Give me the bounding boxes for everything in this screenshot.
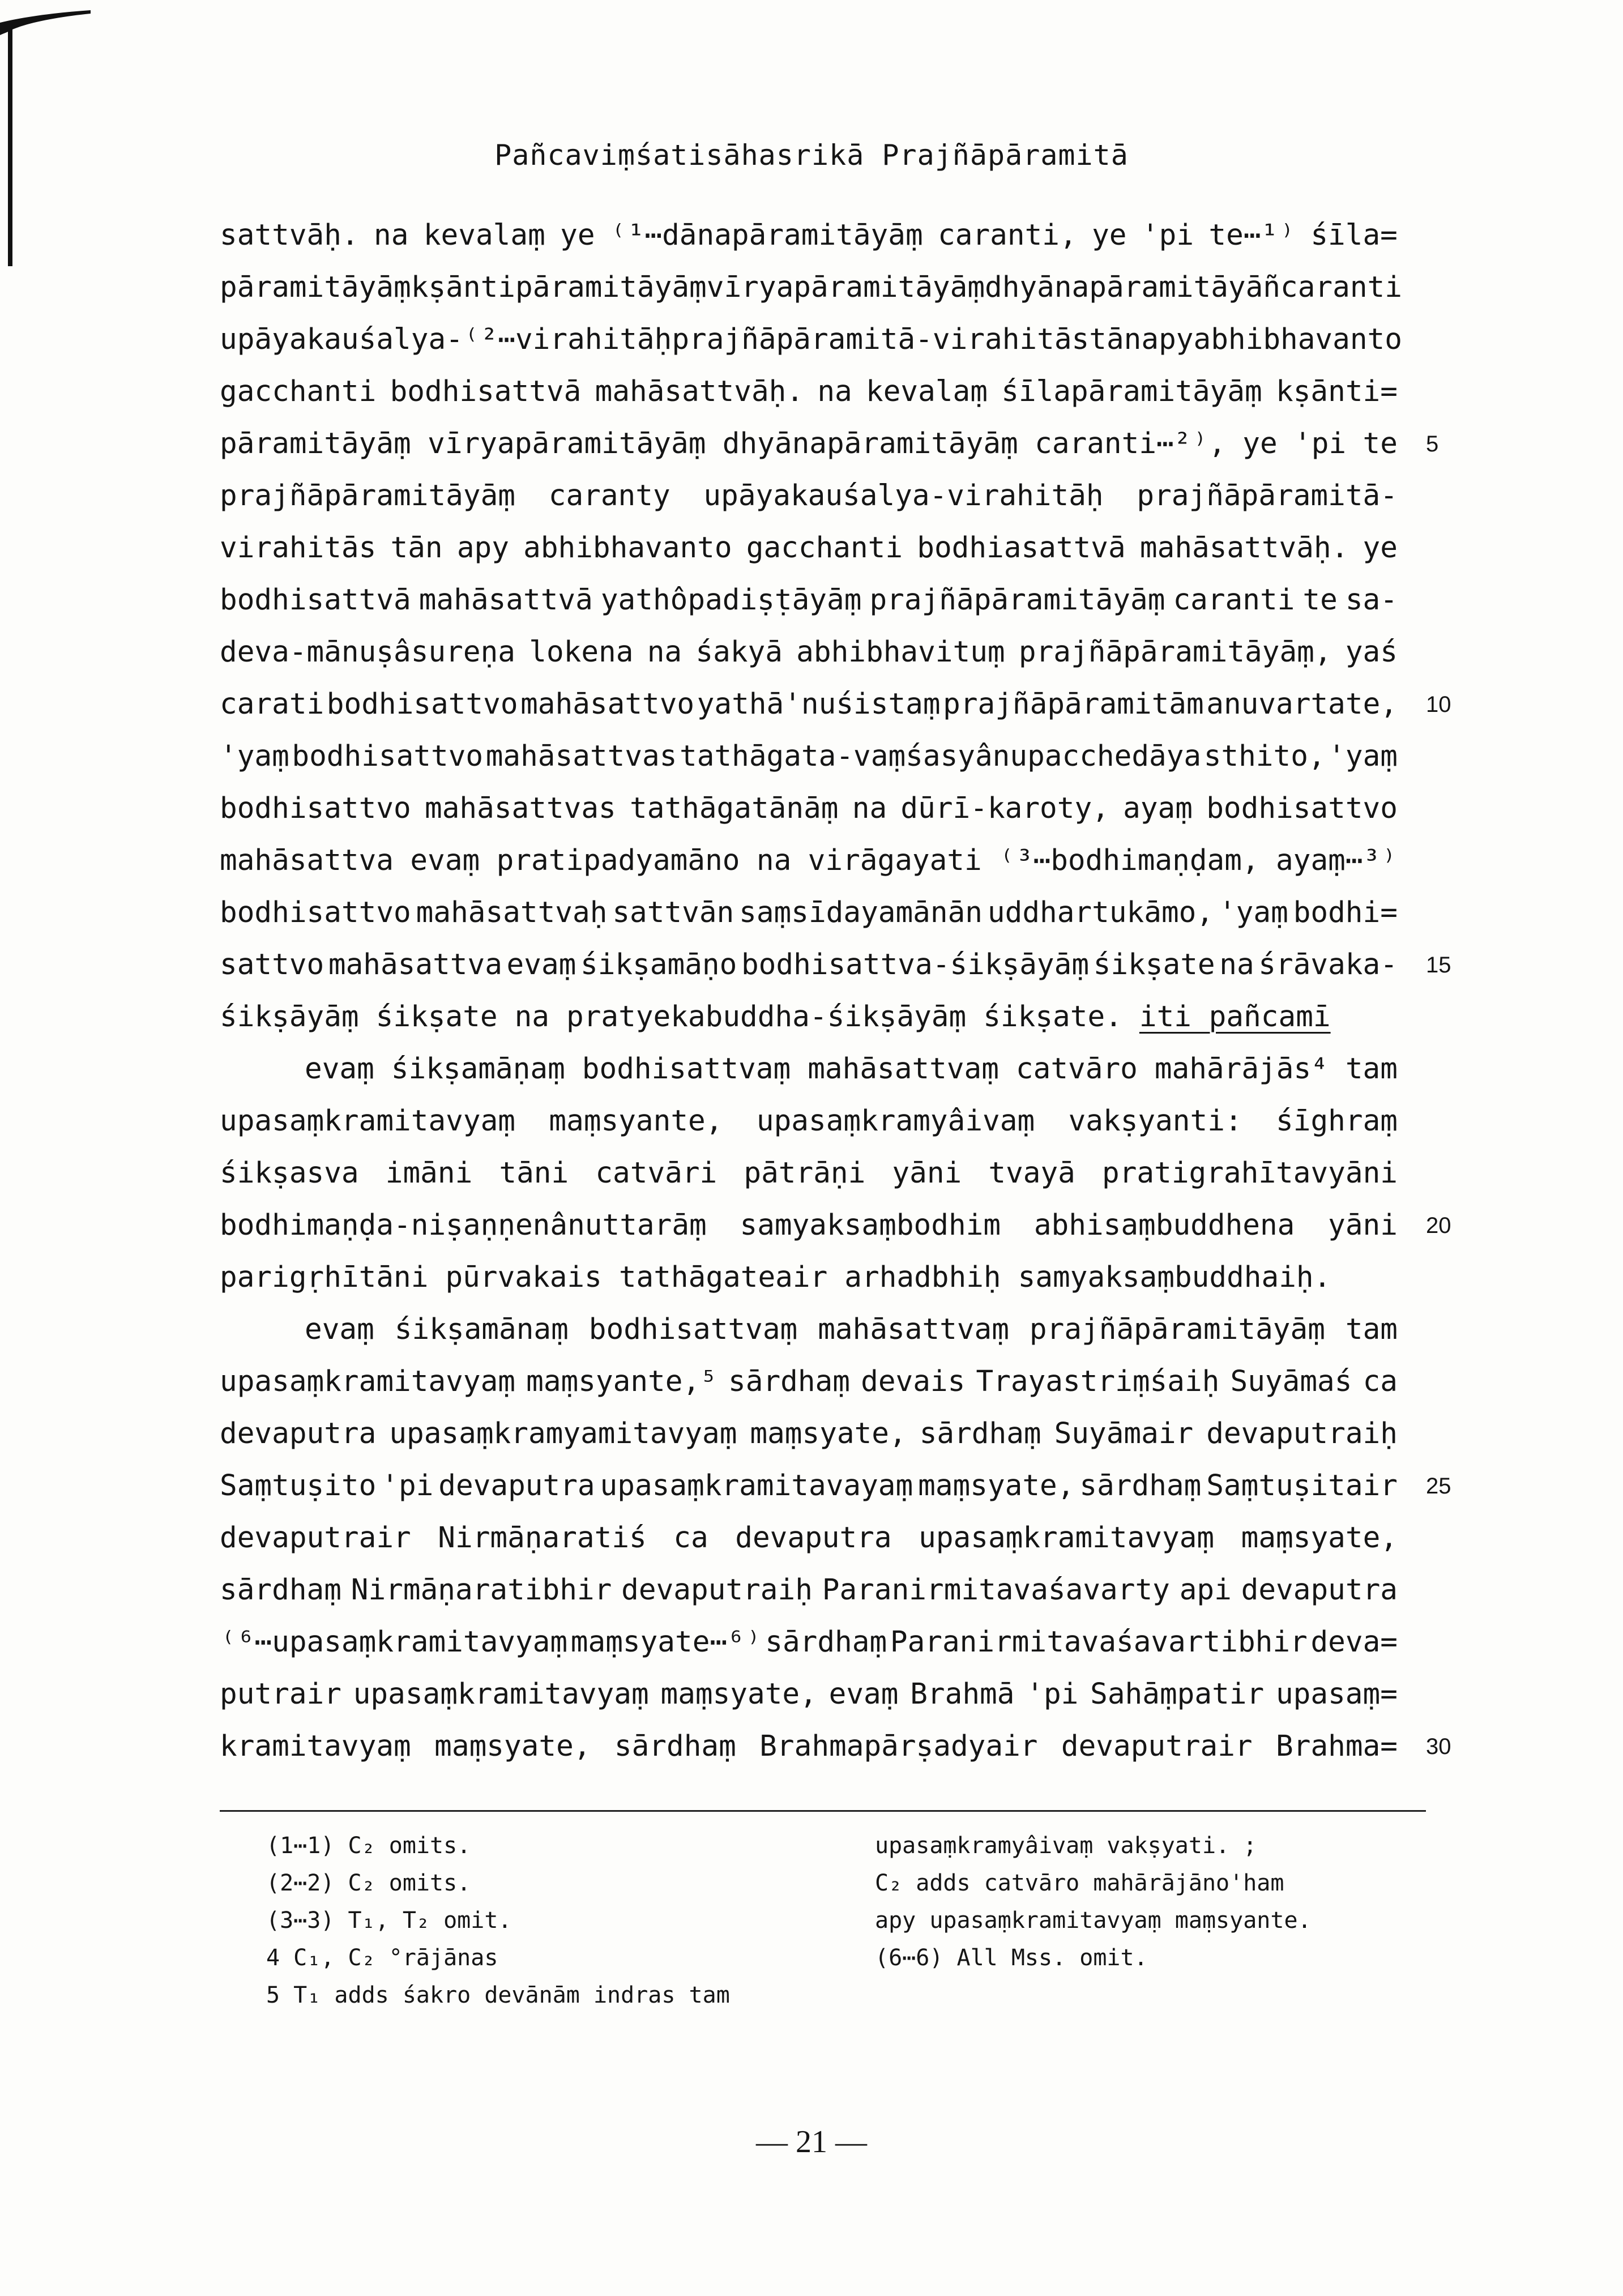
- word: śikṣate: [1093, 948, 1215, 981]
- word: bodhisattvā: [390, 375, 582, 408]
- scan-corner-mark: [0, 0, 96, 272]
- text-line: [220, 1043, 1398, 1095]
- word: sārdhaṃ: [919, 1417, 1041, 1450]
- word: caranti⋯²⁾,: [1035, 427, 1226, 460]
- footnote-right: upasaṃkramyâivaṃ vakṣyati. ;: [875, 1833, 1257, 1859]
- word: prajñāpāramitāyāṃ: [1029, 1313, 1325, 1346]
- running-header: Pañcaviṃśatisāhasrikā Prajñāpāramitā: [494, 139, 1129, 172]
- footnote-left: 4 C₁, C₂ °rājānas: [266, 1945, 498, 1971]
- word: caranti: [1173, 583, 1295, 617]
- footnote-rule: [220, 1810, 1426, 1812]
- word: evaṃ: [506, 948, 576, 981]
- word: upāyakauśalya-⁽²⋯virahitāḥ: [220, 323, 672, 356]
- word: evaṃ: [410, 844, 480, 877]
- word: sārdhaṃ: [614, 1730, 736, 1763]
- word: tathāgatānāṃ: [630, 792, 839, 825]
- word: pratyekabuddha-śikṣāyāṃ: [566, 1000, 967, 1034]
- word: ayaṃ⋯³⁾: [1276, 844, 1398, 877]
- word: gacchanti: [220, 375, 377, 408]
- word: devaputra: [1241, 1573, 1398, 1607]
- word: sa-: [1345, 583, 1398, 617]
- word: dūrī-karoty,: [900, 792, 1109, 825]
- word: maṃsyate,: [918, 1469, 1075, 1503]
- word: te⋯¹⁾: [1208, 219, 1296, 252]
- word: sthito,: [1203, 740, 1326, 773]
- text-line: [220, 1304, 1398, 1356]
- word: mahāsattvāḥ.: [595, 375, 804, 408]
- word: carati: [220, 688, 324, 721]
- word: devaputraiḥ: [621, 1573, 813, 1607]
- word: śikṣate.: [983, 1000, 1122, 1034]
- word: maṃsyate,: [434, 1730, 591, 1763]
- word: bodhisattvo: [1206, 792, 1398, 825]
- line-number: 30: [1426, 1734, 1451, 1759]
- word: apy: [456, 531, 509, 565]
- word: devais: [861, 1365, 966, 1398]
- word: bodhisattvo: [326, 688, 518, 721]
- word: śrāvaka-: [1258, 948, 1398, 981]
- word: bodhisattvaṃ: [588, 1313, 798, 1346]
- word: maṃsyate,: [660, 1678, 817, 1711]
- word: śikṣate: [375, 1000, 498, 1034]
- footnote-right: apy upasaṃkramitavyaṃ maṃsyante.: [875, 1907, 1312, 1934]
- word: bodhisattvā: [220, 583, 411, 617]
- word: Brahmā: [910, 1678, 1015, 1711]
- word: ye: [560, 219, 595, 252]
- word: 'pi: [381, 1469, 434, 1503]
- word: parigṛhītāni: [220, 1261, 429, 1294]
- word: pātrāṇi: [744, 1156, 866, 1190]
- word: devaputra: [735, 1521, 892, 1555]
- word: maṃsyante,: [549, 1104, 723, 1138]
- word: maṃsyate,: [750, 1417, 907, 1450]
- word: mahāsattva: [220, 844, 394, 877]
- word: Saṃtuṣito: [220, 1469, 377, 1503]
- line-number: 5: [1426, 432, 1439, 456]
- word: bodhisattvo: [220, 896, 411, 929]
- word: tān: [390, 531, 443, 565]
- footnotes-right: [875, 1827, 1312, 1977]
- word: maṃsyante,⁵: [526, 1365, 717, 1398]
- word: te: [1302, 583, 1338, 617]
- word: Nirmāṇaratiś: [438, 1521, 647, 1555]
- word: tvayā: [988, 1156, 1075, 1190]
- word: śikṣamānaṃ: [394, 1313, 569, 1346]
- text-line: [220, 574, 1398, 626]
- word: imāni: [385, 1156, 473, 1190]
- word: dhyānapāramitāyāñ: [985, 271, 1281, 304]
- word: sattvān: [612, 896, 734, 929]
- word: tam: [1345, 1313, 1398, 1346]
- word: te: [1363, 427, 1398, 460]
- word: putrair: [220, 1678, 341, 1711]
- text-line: [220, 887, 1398, 939]
- word: pratigrahītavyāni: [1102, 1156, 1398, 1190]
- word: pāramitāyāṃ: [220, 271, 411, 304]
- word: śīghraṃ: [1276, 1104, 1398, 1138]
- word: upasaṃkramitavayaṃ: [600, 1469, 913, 1503]
- footnote-left: (1⋯1) C₂ omits.: [266, 1833, 471, 1859]
- word: mahāsattvaṃ: [818, 1313, 1009, 1346]
- text-line: [220, 210, 1398, 262]
- word: caranty: [548, 479, 670, 513]
- footnotes-left: [266, 1827, 730, 2014]
- word: saṃsīdayamānān: [739, 896, 983, 929]
- word: Paranirmitavaśavartibhir: [890, 1625, 1308, 1659]
- word: 'pi: [1294, 427, 1347, 460]
- word: samyaksaṃbodhim: [740, 1209, 1001, 1242]
- word: bodhimaṇḍa-niṣaṇṇenânuttarāṃ: [220, 1209, 707, 1242]
- word: devaputra: [220, 1417, 377, 1450]
- word: bodhiasattvā: [917, 531, 1126, 565]
- word: upasaṃkramitavyaṃ: [353, 1678, 649, 1711]
- word: śikṣamāṇo: [580, 948, 737, 981]
- word: sārdhaṃ: [765, 1625, 887, 1659]
- footnote-right: (6⋯6) All Mss. omit.: [875, 1945, 1148, 1971]
- line-number: 10: [1426, 692, 1451, 717]
- main-text: [220, 210, 1402, 1773]
- word: prajñāpāramitāyāṃ: [220, 479, 515, 513]
- text-line: [220, 991, 1398, 1043]
- word: evaṃ: [305, 1313, 374, 1346]
- word: mahāsattvā: [418, 583, 593, 617]
- word: mahāsattvo: [520, 688, 695, 721]
- word: ca: [673, 1521, 708, 1555]
- word: lokena: [529, 635, 634, 669]
- word: yāni: [1328, 1209, 1398, 1242]
- text-line: [220, 1668, 1398, 1721]
- text-line: [220, 1356, 1398, 1408]
- word: ye: [1363, 531, 1398, 565]
- text-line: [220, 1721, 1398, 1773]
- word: vīryapāramitāyāṃ: [706, 271, 985, 304]
- word: Trayastriṃśaiḥ: [976, 1365, 1220, 1398]
- word: mahāsattvas: [485, 740, 677, 773]
- word: Nirmāṇaratibhir: [351, 1573, 612, 1607]
- word: pratipadyamāno: [496, 844, 740, 877]
- text-line: [220, 1095, 1398, 1147]
- word: dhyānapāramitāyāṃ: [722, 427, 1018, 460]
- word: ye: [1242, 427, 1278, 460]
- text-line: [220, 470, 1398, 522]
- word: tam: [1345, 1052, 1398, 1086]
- word: Paranirmitavaśavarty: [822, 1573, 1170, 1607]
- word: sattvo: [220, 948, 324, 981]
- word: kevalaṃ: [423, 219, 545, 252]
- word: kṣānti=: [1276, 375, 1398, 408]
- word: anuvartate,: [1206, 688, 1398, 721]
- word: upāyakauśalya-virahitāḥ: [703, 479, 1104, 513]
- word: 'yaṃ: [1328, 740, 1398, 773]
- word: Brahmapārṣadyair: [759, 1730, 1038, 1763]
- word: catvāri: [595, 1156, 717, 1190]
- text-line: [220, 262, 1402, 314]
- word: kramitavyaṃ: [220, 1730, 411, 1763]
- word: ca: [1363, 1365, 1398, 1398]
- word: Brahma=: [1276, 1730, 1398, 1763]
- word: vakṣyanti:: [1068, 1104, 1242, 1138]
- word: virāgayati: [808, 844, 982, 877]
- word: yaś: [1345, 635, 1398, 669]
- word: ⁽¹⋯dānapāramitāyāṃ: [609, 219, 923, 252]
- word: samyaksaṃbuddhaiḥ.: [1018, 1261, 1331, 1294]
- chapter-end-marker: iti pañcamī: [1139, 1000, 1331, 1034]
- footnote-right: C₂ adds catvāro mahārājāno'ham: [875, 1870, 1284, 1896]
- word: 'pi: [1026, 1678, 1079, 1711]
- word: prajñāpāramitāyāṃ: [869, 583, 1165, 617]
- text-line: [220, 1512, 1398, 1564]
- text-line: [220, 1147, 1398, 1200]
- word: ayaṃ: [1123, 792, 1193, 825]
- word: evaṃ: [828, 1678, 899, 1711]
- word: sārdhaṃ: [220, 1573, 341, 1607]
- word: deva=: [1310, 1625, 1398, 1659]
- word: bodhisattvo: [220, 792, 411, 825]
- text-line: [220, 522, 1398, 574]
- word: na: [514, 1000, 549, 1034]
- word: upasaṃkramyâivaṃ: [756, 1104, 1035, 1138]
- word: abhibhavanto: [1193, 323, 1402, 356]
- word: śakyā: [695, 635, 783, 669]
- word: vīryapāramitāyāṃ: [428, 427, 706, 460]
- word: pūrvakais: [445, 1261, 602, 1294]
- text-line: [220, 731, 1398, 783]
- word: 'pi: [1141, 219, 1194, 252]
- text-line: [220, 678, 1398, 731]
- word: mahāsattvaḥ: [416, 896, 608, 929]
- word: apy: [1141, 323, 1194, 356]
- word: prajñāpāramitā-: [1137, 479, 1398, 513]
- word: evaṃ: [305, 1052, 374, 1086]
- footnote-left: (2⋯2) C₂ omits.: [266, 1870, 471, 1896]
- word: gacchanti: [746, 531, 903, 565]
- word: bodhisattvo: [292, 740, 484, 773]
- word: mahāsattvas: [425, 792, 616, 825]
- word: devaputra: [438, 1469, 595, 1503]
- word: uddhartukāmo,: [987, 896, 1214, 929]
- word: na: [374, 219, 409, 252]
- word: na: [647, 635, 682, 669]
- word: na: [852, 792, 887, 825]
- word: ye: [1092, 219, 1127, 252]
- text-line: [220, 1564, 1398, 1616]
- line-number: 20: [1426, 1213, 1451, 1238]
- text-line: [220, 835, 1398, 887]
- word: devaputrair: [220, 1521, 411, 1555]
- word: bodhi=: [1293, 896, 1398, 929]
- word: devaputrair: [1061, 1730, 1253, 1763]
- word: ⁽⁶⋯upasaṃkramitavyaṃ: [220, 1625, 568, 1659]
- text-line: [220, 1408, 1398, 1460]
- word: upasaṃkramitavyaṃ: [220, 1365, 515, 1398]
- word: mahāsattvaṃ: [808, 1052, 999, 1086]
- word: upasaṃkramitavyaṃ: [220, 1104, 515, 1138]
- word: na: [817, 375, 852, 408]
- word: sattvāḥ.: [220, 219, 359, 252]
- footnote-left: 5 T₁ adds śakro devānām indras tam: [266, 1982, 730, 2008]
- word: mahāsattvāḥ.: [1139, 531, 1349, 565]
- word: kevalaṃ: [866, 375, 988, 408]
- word: mahārājās⁴: [1154, 1052, 1329, 1086]
- word: prajñāpāramitā-virahitās: [672, 323, 1090, 356]
- text-line: [220, 939, 1398, 991]
- word: 'yaṃ: [220, 740, 289, 773]
- text-line: [220, 366, 1398, 418]
- word: tathāgata-vaṃśasyânupacchedāya: [680, 740, 1202, 773]
- word: 'yaṃ: [1218, 896, 1288, 929]
- word: caranti: [1280, 271, 1402, 304]
- line-number: 25: [1426, 1474, 1451, 1499]
- word: abhibhavanto: [523, 531, 732, 565]
- word: deva-mānuṣâsureṇa: [220, 635, 515, 669]
- word: tathāgateair: [618, 1261, 828, 1294]
- text-line: [220, 1616, 1398, 1668]
- word: catvāro: [1015, 1052, 1138, 1086]
- word: pāramitāyāṃ: [220, 427, 411, 460]
- word: upasaṃkramitavyaṃ: [919, 1521, 1215, 1555]
- word: śikṣasva: [220, 1156, 359, 1190]
- word: abhibhavituṃ: [796, 635, 1005, 669]
- word: yathā'nuśistaṃ: [697, 688, 941, 721]
- word: virahitās: [220, 531, 377, 565]
- line-number: 15: [1426, 953, 1451, 978]
- text-line: [220, 418, 1398, 470]
- word: abhisaṃbuddhena: [1033, 1209, 1295, 1242]
- word: Suyāmair: [1054, 1417, 1194, 1450]
- page-number: — 21 —: [756, 2124, 867, 2160]
- word: kṣāntipāramitāyāṃ: [411, 271, 707, 304]
- word: yathôpadiṣṭāyāṃ: [600, 583, 862, 617]
- word: yāni: [892, 1156, 962, 1190]
- text-line: [220, 314, 1402, 366]
- word: śikṣāyāṃ: [220, 1000, 359, 1034]
- word: caranti,: [938, 219, 1077, 252]
- word: sārdhaṃ: [1079, 1469, 1202, 1503]
- word: maṃsyate,: [1241, 1521, 1398, 1555]
- text-line: [220, 1252, 1398, 1304]
- word: na: [756, 844, 792, 877]
- word: upasaṃkramyamitavyaṃ: [389, 1417, 737, 1450]
- footnote-left: (3⋯3) T₁, T₂ omit.: [266, 1907, 512, 1934]
- word: bodhisattva-śikṣāyāṃ: [741, 948, 1090, 981]
- text-line: [220, 783, 1398, 835]
- word: śīlapāramitāyāṃ: [1001, 375, 1262, 408]
- word: ⁽³⋯bodhimaṇḍam,: [998, 844, 1259, 877]
- word: maṃsyate⋯⁶⁾: [570, 1625, 762, 1659]
- word: arhadbhiḥ: [844, 1261, 1001, 1294]
- word: devaputraiḥ: [1206, 1417, 1398, 1450]
- text-line: [220, 626, 1398, 678]
- word: śikṣamāṇaṃ: [391, 1052, 565, 1086]
- word: api: [1179, 1573, 1232, 1607]
- word: na: [1219, 948, 1254, 981]
- word: Suyāmaś: [1230, 1365, 1352, 1398]
- word: tāni: [499, 1156, 569, 1190]
- text-line: [220, 1200, 1398, 1252]
- word: śīla=: [1310, 219, 1398, 252]
- word: mahāsattva: [328, 948, 502, 981]
- word: bodhisattvaṃ: [582, 1052, 791, 1086]
- word: Sahāṃpatir: [1090, 1678, 1265, 1711]
- word: prajñāpāramitām: [943, 688, 1204, 721]
- word: tān: [1089, 323, 1142, 356]
- word: upasaṃ=: [1275, 1678, 1398, 1711]
- text-line: [220, 1460, 1398, 1512]
- word: prajñāpāramitāyāṃ,: [1018, 635, 1332, 669]
- word: Saṃtuṣitair: [1206, 1469, 1398, 1503]
- word: sārdhaṃ: [728, 1365, 850, 1398]
